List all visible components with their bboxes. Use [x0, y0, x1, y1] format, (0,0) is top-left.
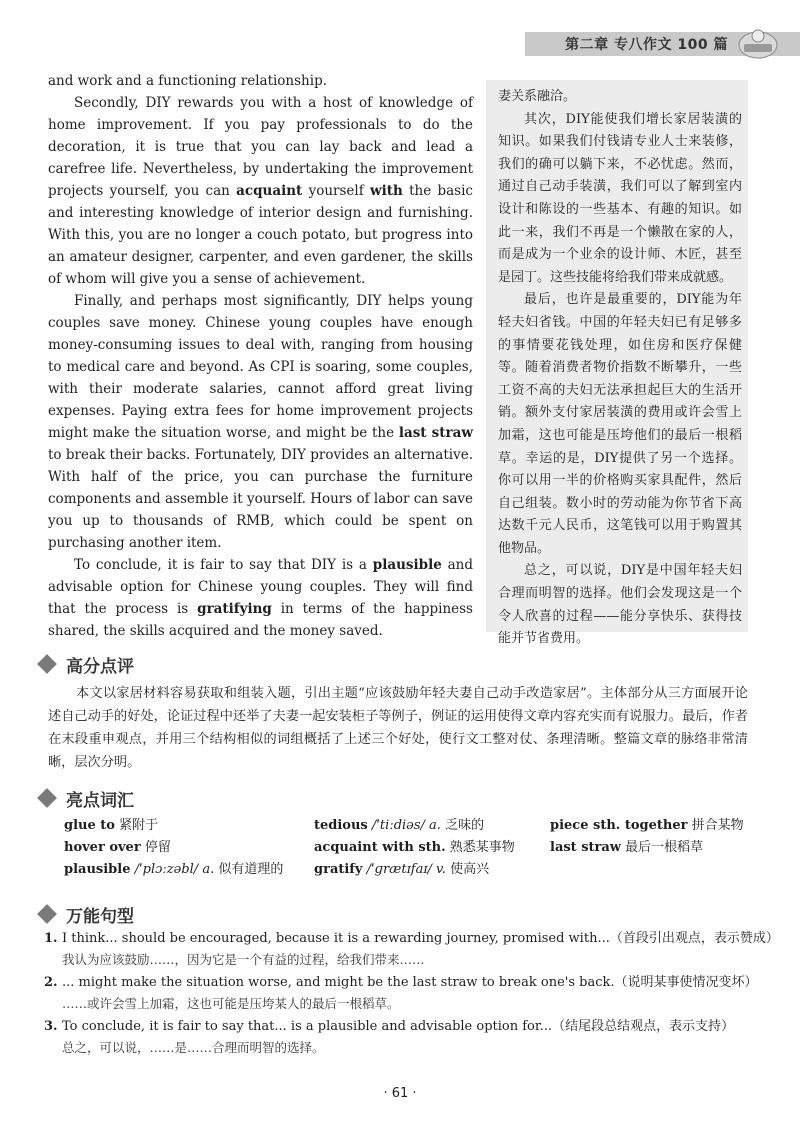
section-heading-sentences: [36, 902, 134, 926]
sentence-chinese: ……或许会雪上加霜，这也可能是压垮某人的最后一根稻草。: [62, 996, 400, 1011]
vocab-phonetic: /ˈplɔːzəbl/ a.: [130, 862, 215, 877]
comment-paragraph: 本文以家居材料容易获取和组装入题，引出主题“应该鼓励年轻夫妻自己动手改造家居”。主体部分从三方面展开论述自己动手的好处，论证过程中还举了夫妻一起安装柜子等例子，例证的运用使得文章内容充实而有说服力。最后，作者在末段重申观点，并用三个结构相似的词组概括了上述三个好处，使行文工整对仗、条理清晰。整篇文章的脉络非常清晰，层次分明。: [48, 686, 748, 770]
essay-english: [48, 70, 473, 642]
vocab-meaning: 似有道理的: [218, 862, 284, 877]
sentence-number: 2.: [44, 975, 58, 990]
essay-cn-paragraph-1: 其次，DIY能使我们增长家居装潢的知识。如果我们付钱请专业人士来装修，我们的确可以躺下来，不必忧虑。然而，通过自己动手装潢，我们可以了解到室内设计和陈设的一些基本、有趣的知识。如此一来，我们不再是一个懒散在家的人，而是成为一个业余的设计师、木匠，甚至是园丁。这些技能将给我们带来成就感。: [498, 111, 742, 285]
text-run: Finally, and perhaps most significantly, DIY helps young couples save money. Chinese young couples have enough money-consuming issues to deal with, ranging from housing to medical care and beyond. As CPI is soaring, some couples, with their moderate salaries, cannot afford great living expenses. Paying extra fees for home improvement projects might make the situation worse, and might be the: [48, 293, 473, 441]
vocab-meaning: 熟悉某事物: [449, 840, 515, 855]
vocab-meaning: 使高兴: [450, 862, 490, 877]
vocab-item: [314, 814, 484, 833]
vocab-item: [64, 858, 283, 877]
vocab-item: [64, 836, 171, 855]
sentence-pattern-3: [44, 1016, 764, 1058]
chapter-title: 第二章 专八作文 100 篇: [565, 37, 728, 53]
section-title: 高分点评: [66, 656, 134, 677]
essay-en-paragraph-0: and work and a functioning relationship.: [48, 73, 328, 89]
sentence-pattern-2: [44, 972, 764, 1014]
vocab-meaning: 紧附于: [119, 818, 159, 833]
book-mascot-icon: [736, 28, 780, 60]
highlight-phrase: with: [370, 183, 403, 199]
page-number: · 61 ·: [383, 1086, 417, 1101]
section-heading-comment: [36, 652, 134, 676]
vocab-term: hover over: [64, 840, 141, 855]
vocab-phonetic: /ˈɡrætɪfaɪ/ v.: [362, 862, 446, 877]
vocab-term: gratify: [314, 862, 363, 877]
vocab-item: [550, 836, 703, 855]
text-run: in terms of the happiness shared, the skills acquired and the money saved.: [48, 601, 473, 639]
diamond-bullet-icon: [37, 904, 57, 924]
highlight-phrase: gratifying: [197, 601, 272, 617]
vocab-term: glue to: [64, 818, 115, 833]
sentence-english: ... might make the situation worse, and might be the last straw to break one's back.: [62, 975, 615, 990]
section-title: 亮点词汇: [66, 790, 134, 811]
essay-en-paragraph-1: [48, 92, 473, 290]
text-run: yourself: [302, 183, 370, 199]
sentence-pattern-1: [44, 928, 779, 970]
diamond-bullet-icon: [37, 788, 57, 808]
text-run: To conclude, it is fair to say that DIY is a: [74, 557, 373, 573]
section-heading-vocab: [36, 786, 134, 810]
vocab-item: [64, 814, 158, 833]
text-run: and advisable option for Chinese young couples. They will find that the process is: [48, 557, 473, 617]
vocab-phonetic: /ˈtiːdiəs/ a.: [367, 818, 441, 833]
vocab-term: acquaint with sth.: [314, 840, 446, 855]
text-run: to break their backs. Fortunately, DIY provides an alternative. With half of the price, you can purchase the furniture components and assemble it yourself. Hours of labor can save you up to thousands of RMB, which could be spent on purchasing another item.: [48, 447, 473, 551]
sentence-note: （说明某事使情况变坏）: [614, 975, 758, 990]
sentence-english: I think... should be encouraged, because it is a rewarding journey, promised with...: [62, 931, 610, 946]
vocab-meaning: 停留: [144, 840, 171, 855]
page-header: [0, 28, 800, 60]
vocab-item: [314, 858, 489, 877]
vocab-meaning: 乏味的: [445, 818, 485, 833]
vocab-item: [550, 814, 744, 833]
sentence-number: 1.: [44, 931, 58, 946]
sentence-note: （首段引出观点，表示赞成）: [609, 931, 779, 946]
vocab-meaning: 拼合某物: [691, 818, 744, 833]
highlight-phrase: last straw: [398, 425, 473, 441]
vocab-term: last straw: [550, 840, 621, 855]
essay-cn-paragraph-2: 最后，也许是最重要的，DIY能为年轻夫妇省钱。中国的年轻夫妇已有足够多的事情要花钱处理，如住房和医疗保健等。随着消费者物价指数不断攀升，一些工资不高的夫妇无法承担起巨大的生活开销。额外支付家居装潢的费用或许会雪上加霜，这也可能是压垮他们的最后一根稻草。幸运的是，DIY提供了另一个选择。你可以用一半的价格购买家具配件，然后自己组装。数小时的劳动能为你节省下高达数千元人民币，这笔钱可以用于购置其他物品。: [498, 292, 742, 556]
essay-en-paragraph-3: [48, 554, 473, 642]
highlight-phrase: plausible: [372, 557, 442, 573]
vocab-meaning: 最后一根稻草: [625, 840, 704, 855]
sentence-chinese: 总之，可以说，……是……合理而明智的选择。: [62, 1040, 325, 1055]
essay-chinese: [498, 86, 742, 651]
vocab-term: plausible: [64, 862, 131, 877]
vocab-item: [314, 836, 515, 855]
vocab-term: piece sth. together: [550, 818, 688, 833]
sentence-english: To conclude, it is fair to say that... is a plausible and advisable option for...: [62, 1019, 553, 1034]
text-run: Secondly, DIY rewards you with a host of knowledge of home improvement. If you pay professionals to do the decoration, it is true that you can lay back and lead a carefree life. Nevertheless, by undertaking the improvement projects yourself, you can: [48, 95, 473, 199]
vocab-term: tedious: [314, 818, 368, 833]
essay-en-paragraph-2: [48, 290, 473, 554]
sentence-note: （结尾段总结观点，表示支持）: [552, 1019, 735, 1034]
sentence-number: 3.: [44, 1019, 58, 1034]
essay-cn-paragraph-0: 妻关系融洽。: [498, 89, 577, 104]
diamond-bullet-icon: [37, 654, 57, 674]
comment-body: [48, 682, 748, 774]
highlight-phrase: acquaint: [236, 183, 303, 199]
sentence-chinese: 我认为应该鼓励……，因为它是一个有益的过程，给我们带来……: [62, 952, 425, 967]
section-title: 万能句型: [66, 906, 134, 927]
essay-cn-paragraph-3: 总之，可以说，DIY是中国年轻夫妇合理而明智的选择。他们会发现这是一个令人欣喜的过程——能分享快乐、获得技能并节省费用。: [498, 563, 742, 647]
text-run: the basic and interesting knowledge of interior design and furnishing. With this, you are no longer a couch potato, but progress into an amateur designer, carpenter, and even gardener, the skills of whom will give you a sense of achievement.: [48, 183, 473, 287]
